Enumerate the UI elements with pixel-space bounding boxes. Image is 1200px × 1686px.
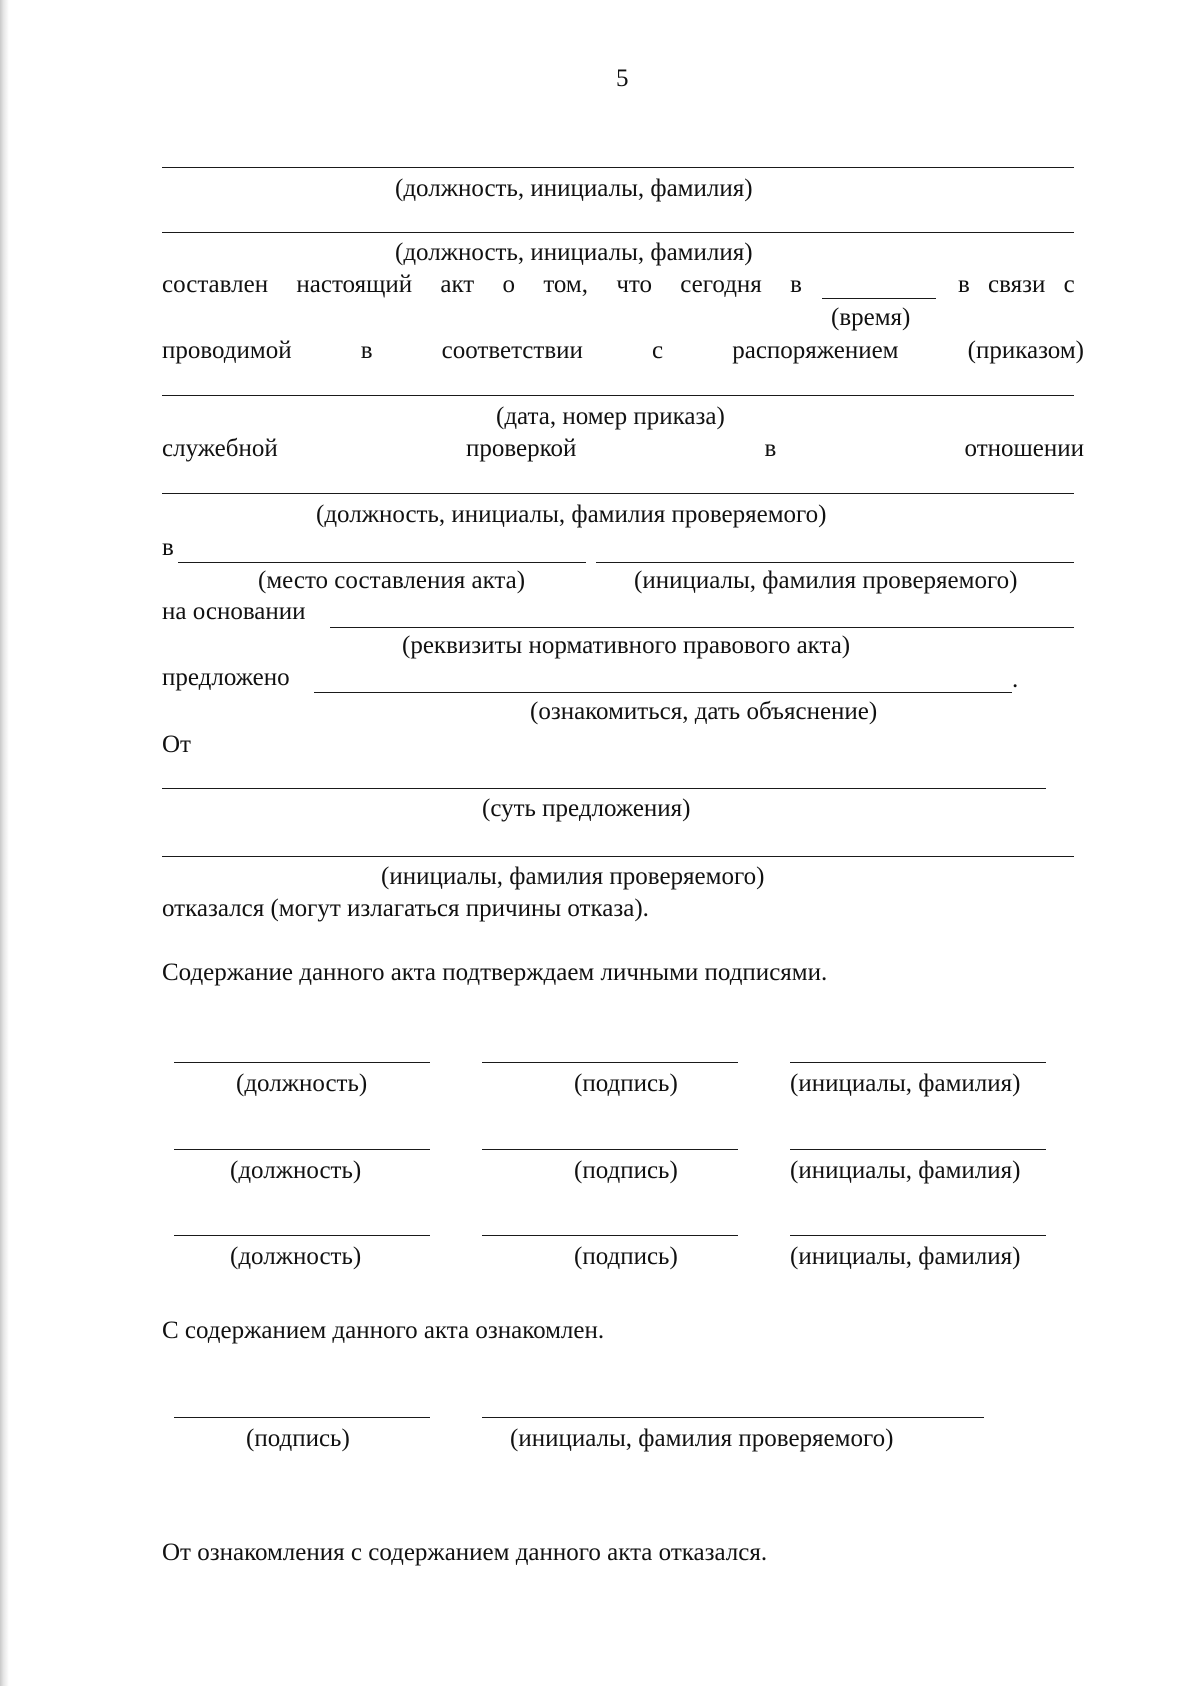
caption-signature: (подпись) xyxy=(574,1070,678,1097)
from-label: От xyxy=(162,731,191,758)
caption-place-of-act: (место составления акта) xyxy=(258,567,526,594)
caption-initials-surname-inspected: (инициалы, фамилия проверяемого) xyxy=(634,567,1018,594)
caption-signature: (подпись) xyxy=(246,1425,350,1452)
refused-reasons-text: отказался (могут излагаться причины отказа). xyxy=(162,895,649,922)
caption-position: (должность) xyxy=(236,1070,368,1097)
initials-signature-line[interactable] xyxy=(790,1149,1046,1150)
word: настоящий xyxy=(296,271,413,298)
caption-position-initials-surname: (должность, инициалы, фамилия) xyxy=(395,239,753,266)
caption-familiarize-explain: (ознакомиться, дать объяснение) xyxy=(530,698,878,725)
word: в xyxy=(360,337,373,364)
familiarized-text: С содержанием данного акта ознакомлен. xyxy=(162,1317,605,1344)
prefix-in: в xyxy=(162,534,174,561)
line-compiled xyxy=(162,270,802,300)
word: в связи с xyxy=(958,271,1075,298)
inspected-blank-line-2[interactable] xyxy=(162,856,1074,857)
blank-line[interactable] xyxy=(162,167,1074,168)
word: служебной xyxy=(162,435,278,462)
proposed-label: предложено xyxy=(162,664,290,691)
caption-essence-of-proposal: (суть предложения) xyxy=(482,795,691,822)
caption-initials-surname-inspected: (инициалы, фамилия проверяемого) xyxy=(510,1425,894,1452)
line-conducted xyxy=(162,336,1084,366)
caption-initials-surname: (инициалы, фамилия) xyxy=(790,1157,1021,1184)
on-basis-label: на основании xyxy=(162,598,306,625)
word: о xyxy=(502,271,516,298)
proposed-blank-line[interactable] xyxy=(314,692,1012,693)
word: в xyxy=(790,271,802,298)
word: распоряжением xyxy=(732,337,899,364)
place-blank-line[interactable] xyxy=(178,562,586,563)
caption-order-date-number: (дата, номер приказа) xyxy=(496,403,725,430)
word: сегодня xyxy=(680,271,762,298)
signature-line[interactable] xyxy=(482,1062,738,1063)
caption-time: (время) xyxy=(831,304,911,331)
caption-signature: (подпись) xyxy=(574,1243,678,1270)
word: соответствии xyxy=(441,337,583,364)
page-number: 5 xyxy=(616,65,629,92)
time-blank-line[interactable] xyxy=(822,298,936,299)
caption-position-initials-surname-inspected: (должность, инициалы, фамилия проверяемого) xyxy=(316,501,827,528)
confirm-signatures-text: Содержание данного акта подтверждаем личными подписями. xyxy=(162,959,828,986)
inspected-blank-line[interactable] xyxy=(162,493,1074,494)
caption-position-initials-surname: (должность, инициалы, фамилия) xyxy=(395,175,753,202)
word: (приказом) xyxy=(967,337,1084,364)
word: том, xyxy=(543,271,589,298)
inspected-name-blank-line[interactable] xyxy=(596,562,1074,563)
position-signature-line[interactable] xyxy=(174,1062,430,1063)
in-connection-text xyxy=(958,270,1084,300)
position-signature-line[interactable] xyxy=(174,1149,430,1150)
position-signature-line[interactable] xyxy=(174,1235,430,1236)
word: отношении xyxy=(964,435,1084,462)
caption-normative-act-details: (реквизиты нормативного правового акта) xyxy=(402,632,851,659)
word: акт xyxy=(440,271,475,298)
inspected-name-signature-line[interactable] xyxy=(482,1417,984,1418)
proposal-blank-line[interactable] xyxy=(162,788,1046,789)
word: с xyxy=(652,337,664,364)
line-service xyxy=(162,434,1084,464)
initials-signature-line[interactable] xyxy=(790,1062,1046,1063)
initials-signature-line[interactable] xyxy=(790,1235,1046,1236)
signature-line[interactable] xyxy=(482,1235,738,1236)
word: что xyxy=(616,271,652,298)
caption-position: (должность) xyxy=(230,1243,362,1270)
refused-familiarize-text: От ознакомления с содержанием данного акта отказался. xyxy=(162,1539,768,1566)
basis-blank-line[interactable] xyxy=(330,627,1074,628)
word: в xyxy=(764,435,777,462)
caption-signature: (подпись) xyxy=(574,1157,678,1184)
word: проверкой xyxy=(465,435,577,462)
period: . xyxy=(1012,666,1019,693)
caption-initials-surname: (инициалы, фамилия) xyxy=(790,1243,1021,1270)
scan-edge xyxy=(0,0,9,1686)
word: составлен xyxy=(162,271,269,298)
signature-line[interactable] xyxy=(482,1149,738,1150)
signature-line[interactable] xyxy=(174,1417,430,1418)
order-blank-line[interactable] xyxy=(162,395,1074,396)
caption-position: (должность) xyxy=(230,1157,362,1184)
word: проводимой xyxy=(162,337,292,364)
caption-initials-surname-inspected: (инициалы, фамилия проверяемого) xyxy=(381,863,765,890)
caption-initials-surname: (инициалы, фамилия) xyxy=(790,1070,1021,1097)
blank-line[interactable] xyxy=(162,232,1074,233)
